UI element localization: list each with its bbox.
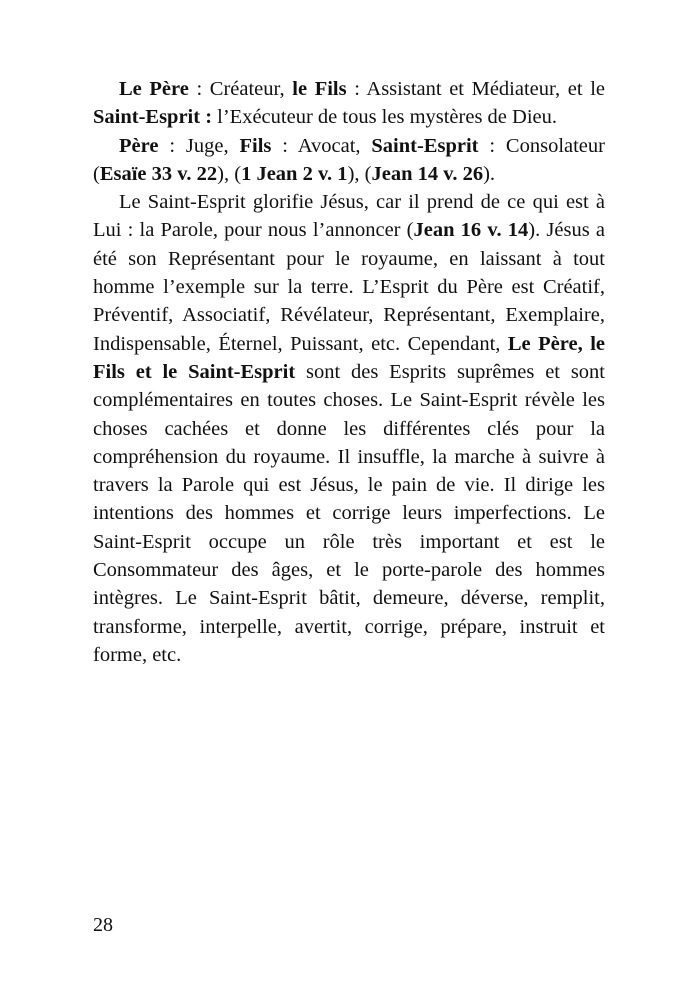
text-run: ), ( (347, 162, 372, 185)
paragraph-1 (93, 75, 605, 132)
page-number: 28 (93, 914, 113, 936)
text-run: ). Jésus a été son Représentant pour le royaume, en laissant à tout homme l’exemple sur la terre. L’Esprit du Père est Créatif, Préventif, Associatif, Révélateur, Représentant, Exemplaire, Indispensable, Éternel, Puissant, etc. Cependant, (93, 219, 605, 355)
scripture-reference: Esaïe 33 v. 22 (99, 162, 218, 185)
scripture-reference: Jean 16 v. 14 (413, 219, 529, 242)
bold-text: Fils (239, 134, 272, 157)
text-run: : Juge, (158, 134, 240, 157)
bold-text: le Fils (292, 78, 347, 100)
text-run: : Consolateur ( (93, 134, 605, 185)
bold-text: Père (119, 134, 159, 157)
paragraph-2 (93, 132, 605, 189)
text-run: sont des Esprits suprêmes et sont complémentaires en toutes choses. Le Saint-Esprit révèle les choses cachées et donne les différentes clés pour la compréhension du royaume. Il insuffle, la marche à suivre à travers la Parole qui est Jésus, le pain de vie. Il dirige les intentions des hommes et corrige leurs imperfections. Le Saint-Esprit occupe un rôle très important et est le Consommateur des âges, et le porte-parole des hommes intègres. Le Saint-Esprit bâtit, demeure, déverse, remplit, transforme, interpelle, avertit, corrige, prépare, instruit et forme, etc. (93, 360, 606, 666)
scripture-reference: 1 Jean 2 v. 1 (241, 162, 348, 185)
text-run: Le Saint-Esprit glorifie Jésus, car il prend de ce qui est à Lui : la Parole, pour nous l’annoncer ( (93, 191, 605, 242)
bold-text: Le Père, le Fils et le Saint-Esprit (93, 332, 605, 383)
text-run: : Avocat, (271, 134, 372, 157)
scripture-reference: Jean 14 v. 26 (371, 162, 484, 185)
page-body (93, 75, 605, 669)
bold-text: Saint-Esprit : (93, 106, 213, 129)
text-run: ), ( (217, 162, 242, 185)
paragraph-3 (93, 188, 605, 669)
text-run: : Créateur, (188, 78, 293, 100)
text-run: : Assistant et Médiateur, et le (346, 78, 605, 100)
bold-text: Saint-Esprit (371, 134, 479, 157)
text-run: ). (483, 162, 496, 185)
bold-text: Le Père (119, 78, 189, 100)
text-run: l’Exécuteur de tous les mystères de Dieu. (212, 106, 558, 129)
